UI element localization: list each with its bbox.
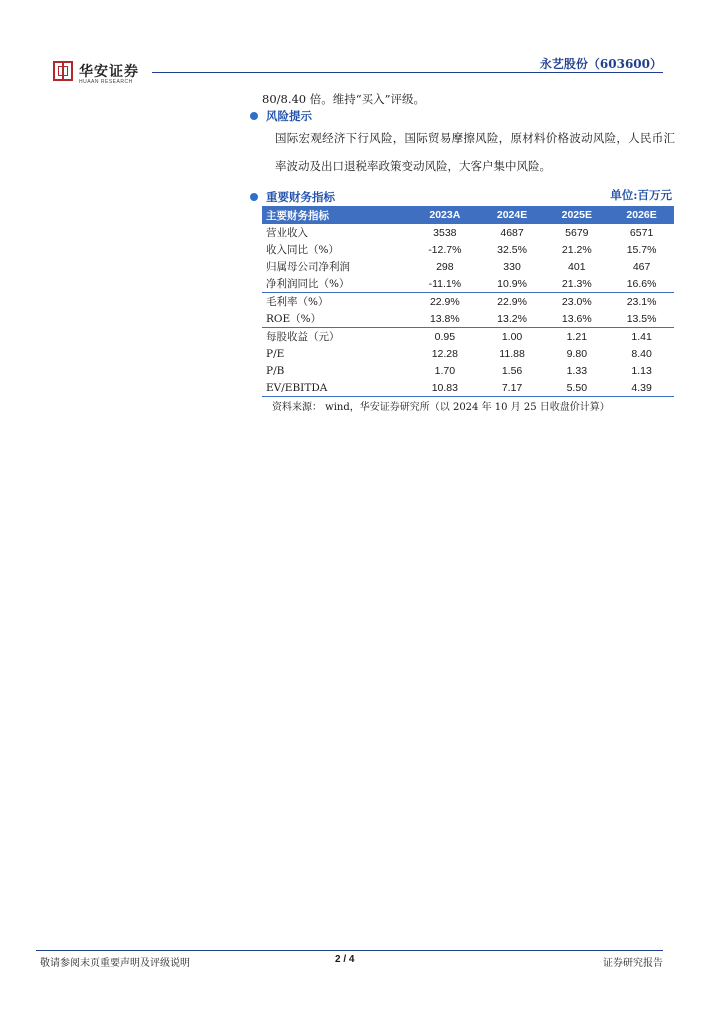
table-cell: 5679 bbox=[565, 226, 589, 239]
row-label: 每股收益（元） bbox=[266, 331, 340, 343]
table-header-row bbox=[262, 206, 674, 224]
table-cell: 21.3% bbox=[544, 275, 609, 293]
table-cell: 3538 bbox=[433, 226, 457, 239]
intro-paragraph: 80/8.40 倍。维持“买入”评级。 bbox=[262, 92, 426, 106]
table-row bbox=[262, 275, 674, 293]
source-note: 资料来源： wind，华安证券研究所（以 2024 年 10 月 25 日收盘价计算） bbox=[272, 402, 610, 413]
financials-heading bbox=[250, 189, 335, 205]
table-cell: 32.5% bbox=[497, 243, 527, 256]
footer-divider bbox=[36, 950, 663, 951]
table-cell: 22.9% bbox=[497, 295, 527, 308]
table-cell: -11.1% bbox=[410, 275, 480, 293]
table-cell: 5.50 bbox=[544, 379, 609, 397]
table-cell: 8.40 bbox=[631, 347, 652, 360]
risk-heading-label: 风险提示 bbox=[266, 109, 312, 123]
logo-seal-icon bbox=[53, 61, 73, 81]
table-cell: 1.41 bbox=[631, 330, 652, 343]
row-label: P/E bbox=[266, 347, 285, 360]
table-cell: 6571 bbox=[629, 226, 654, 239]
row-label: P/B bbox=[266, 364, 285, 377]
footer-disclaimer: 敬请参阅末页重要声明及评级说明 bbox=[40, 958, 190, 969]
table-cell: 21.2% bbox=[561, 243, 592, 256]
logo-subtitle: HUAAN RESEARCH bbox=[79, 79, 133, 85]
table-row bbox=[262, 293, 674, 311]
table-row bbox=[262, 258, 674, 275]
table-cell: 298 bbox=[436, 260, 454, 273]
table-cell: 0.95 bbox=[434, 330, 456, 343]
table-cell: 7.17 bbox=[480, 379, 545, 397]
table-cell: 11.88 bbox=[499, 347, 525, 360]
table-row bbox=[262, 224, 674, 241]
table-cell: 1.21 bbox=[566, 330, 588, 343]
table-row bbox=[262, 362, 674, 379]
table-cell: -12.7% bbox=[428, 243, 462, 256]
table-cell: 23.1% bbox=[626, 295, 657, 308]
page-number: 2 / 4 bbox=[335, 954, 355, 965]
footer-report-type: 证券研究报告 bbox=[603, 958, 663, 969]
header-divider bbox=[152, 72, 663, 73]
bullet-icon bbox=[250, 193, 258, 201]
table-cell: 1.00 bbox=[501, 330, 523, 343]
table-cell: 12.28 bbox=[431, 347, 458, 360]
bullet-icon bbox=[250, 112, 258, 120]
table-row bbox=[262, 241, 674, 258]
risk-heading bbox=[250, 108, 312, 124]
financials-heading-label: 重要财务指标 bbox=[266, 190, 335, 204]
company-logo bbox=[53, 61, 153, 87]
table-cell: 9.80 bbox=[566, 347, 588, 360]
table-cell: 1.70 bbox=[434, 364, 456, 377]
column-header: 2026E bbox=[609, 206, 674, 224]
logo-name: 华安证券 bbox=[79, 64, 139, 80]
table-cell: 13.8% bbox=[410, 310, 480, 328]
row-label: ROE（%） bbox=[262, 310, 410, 328]
table-cell: 15.7% bbox=[626, 243, 657, 256]
table-cell: 10.9% bbox=[480, 275, 545, 293]
table-row bbox=[262, 328, 674, 346]
financial-table bbox=[262, 206, 674, 397]
table-cell: 4.39 bbox=[609, 379, 674, 397]
table-cell: 1.33 bbox=[566, 364, 588, 377]
row-label: 毛利率（%） bbox=[266, 296, 329, 308]
unit-label: 单位:百万元 bbox=[610, 188, 672, 202]
table-row bbox=[262, 345, 674, 362]
table-cell: 13.2% bbox=[480, 310, 545, 328]
table-cell: 13.5% bbox=[609, 310, 674, 328]
table-cell: 10.83 bbox=[410, 379, 480, 397]
row-label: 营业收入 bbox=[266, 227, 308, 239]
table-cell: 1.56 bbox=[501, 364, 523, 377]
risk-text: 国际宏观经济下行风险，国际贸易摩擦风险，原材料价格波动风险，人民币汇率波动及出口退税率政策变动风险，大客户集中风险。 bbox=[275, 131, 675, 173]
column-header: 主要财务指标 bbox=[262, 206, 410, 224]
column-header: 2025E bbox=[544, 206, 609, 224]
row-label: 净利润同比（%） bbox=[262, 275, 410, 293]
table-cell: 13.6% bbox=[544, 310, 609, 328]
table-cell: 401 bbox=[568, 260, 586, 273]
table-row bbox=[262, 379, 674, 397]
row-label: EV/EBITDA bbox=[262, 379, 410, 397]
row-label: 收入同比（%） bbox=[266, 244, 339, 256]
column-header: 2023A bbox=[410, 206, 480, 224]
report-header-title: 永艺股份（603600） bbox=[539, 57, 662, 71]
column-header: 2024E bbox=[480, 206, 545, 224]
table-cell: 4687 bbox=[500, 226, 524, 239]
table-cell: 23.0% bbox=[561, 295, 592, 308]
row-label: 归属母公司净利润 bbox=[266, 261, 350, 273]
table-cell: 1.13 bbox=[631, 364, 652, 377]
table-cell: 22.9% bbox=[429, 295, 460, 308]
table-row bbox=[262, 310, 674, 328]
table-cell: 467 bbox=[632, 260, 651, 273]
table-cell: 16.6% bbox=[609, 275, 674, 293]
table-cell: 330 bbox=[503, 260, 521, 273]
